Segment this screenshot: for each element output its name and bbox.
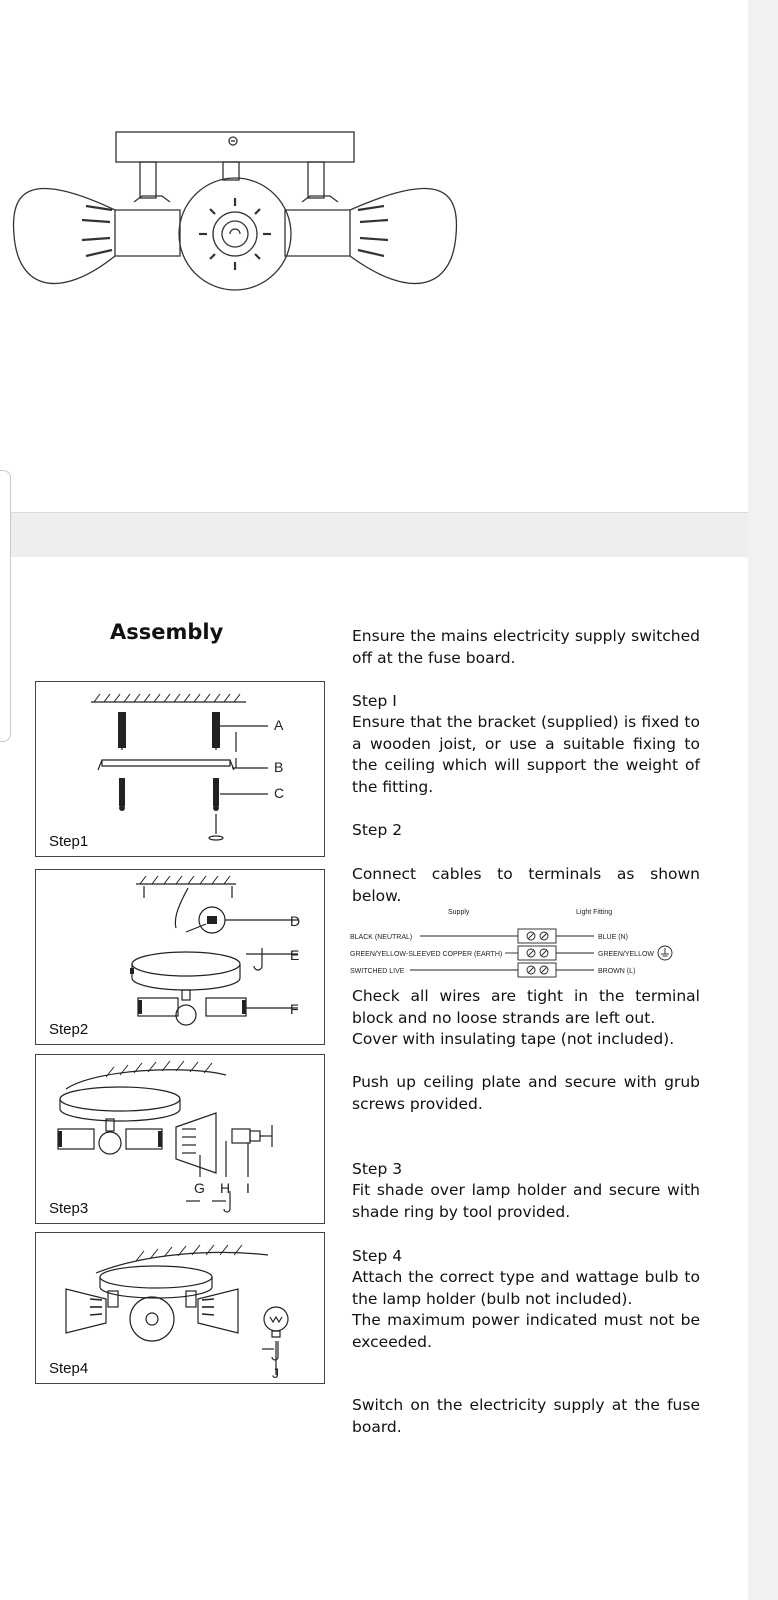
callout-e: E — [290, 947, 300, 963]
step1-heading: Step I — [352, 692, 397, 710]
step1-text: Ensure that the bracket (supplied) is fixed to a wooden joist, or use a suitable fixing to the ceiling which will support the weight of the fitting. — [352, 713, 700, 796]
wiring-fitting-header: Light Fitting — [576, 909, 613, 916]
callout-b: B — [274, 759, 284, 775]
callout-d: D — [290, 913, 301, 929]
final-text: Switch on the electricity supply at the fuse board. — [352, 1396, 700, 1436]
callout-f: F — [290, 1001, 299, 1017]
step4-label: Step4 — [49, 1360, 89, 1377]
step1-diagram — [35, 681, 325, 857]
wiring-supply-header: Supply — [448, 909, 470, 916]
step2-push-text: Push up ceiling plate and secure with grub screws provided. — [352, 1073, 700, 1113]
step2-diagram — [35, 869, 325, 1045]
step4-diagram — [35, 1232, 325, 1384]
step3-label: Step3 — [49, 1200, 89, 1217]
intro-text: Ensure the mains electricity supply switched off at the fuse board. — [352, 627, 700, 667]
callout-c: C — [274, 785, 285, 801]
wiring-fitting-earth: GREEN/YELLOW — [598, 951, 655, 958]
step3-heading: Step 3 — [352, 1160, 403, 1178]
step4-text-1: Attach the correct type and wattage bulb to the lamp holder (bulb not included). — [352, 1268, 700, 1308]
step1-label: Step1 — [49, 833, 89, 850]
step2-text: Connect cables to terminals as shown below. — [352, 865, 700, 905]
page-tab-handle[interactable] — [0, 470, 11, 742]
wiring-supply-neutral: BLACK (NEUTRAL) — [350, 934, 413, 941]
step4-heading: Step 4 — [352, 1247, 403, 1265]
callout-i: I — [246, 1180, 250, 1196]
step3-diagram — [35, 1054, 325, 1224]
wiring-supply-earth: GREEN/YELLOW-SLEEVED COPPER (EARTH) — [350, 951, 503, 958]
wiring-diagram — [350, 906, 690, 980]
wiring-fitting-neutral: BLUE (N) — [598, 934, 628, 941]
scrollbar-track[interactable] — [748, 0, 778, 1600]
callout-a: A — [274, 717, 284, 733]
callout-j: J — [272, 1365, 279, 1381]
section-title: Assembly — [110, 620, 224, 644]
page-separator — [0, 512, 748, 557]
step3-text: Fit shade over lamp holder and secure with shade ring by tool provided. — [352, 1181, 700, 1221]
step4-text-2: The maximum power indicated must not be exceeded. — [352, 1311, 700, 1351]
callout-h: H — [220, 1180, 231, 1196]
step2-tape-text: Cover with insulating tape (not included). — [352, 1030, 675, 1048]
callout-g: G — [194, 1180, 205, 1196]
step2-label: Step2 — [49, 1021, 89, 1038]
wiring-fitting-live: BROWN (L) — [598, 968, 636, 975]
step2-heading: Step 2 — [352, 821, 403, 839]
product-illustration — [0, 100, 470, 320]
step2-check-text: Check all wires are tight in the terminal block and no loose strands are left out. — [352, 987, 700, 1027]
wiring-supply-live: SWITCHED LIVE — [350, 968, 405, 975]
